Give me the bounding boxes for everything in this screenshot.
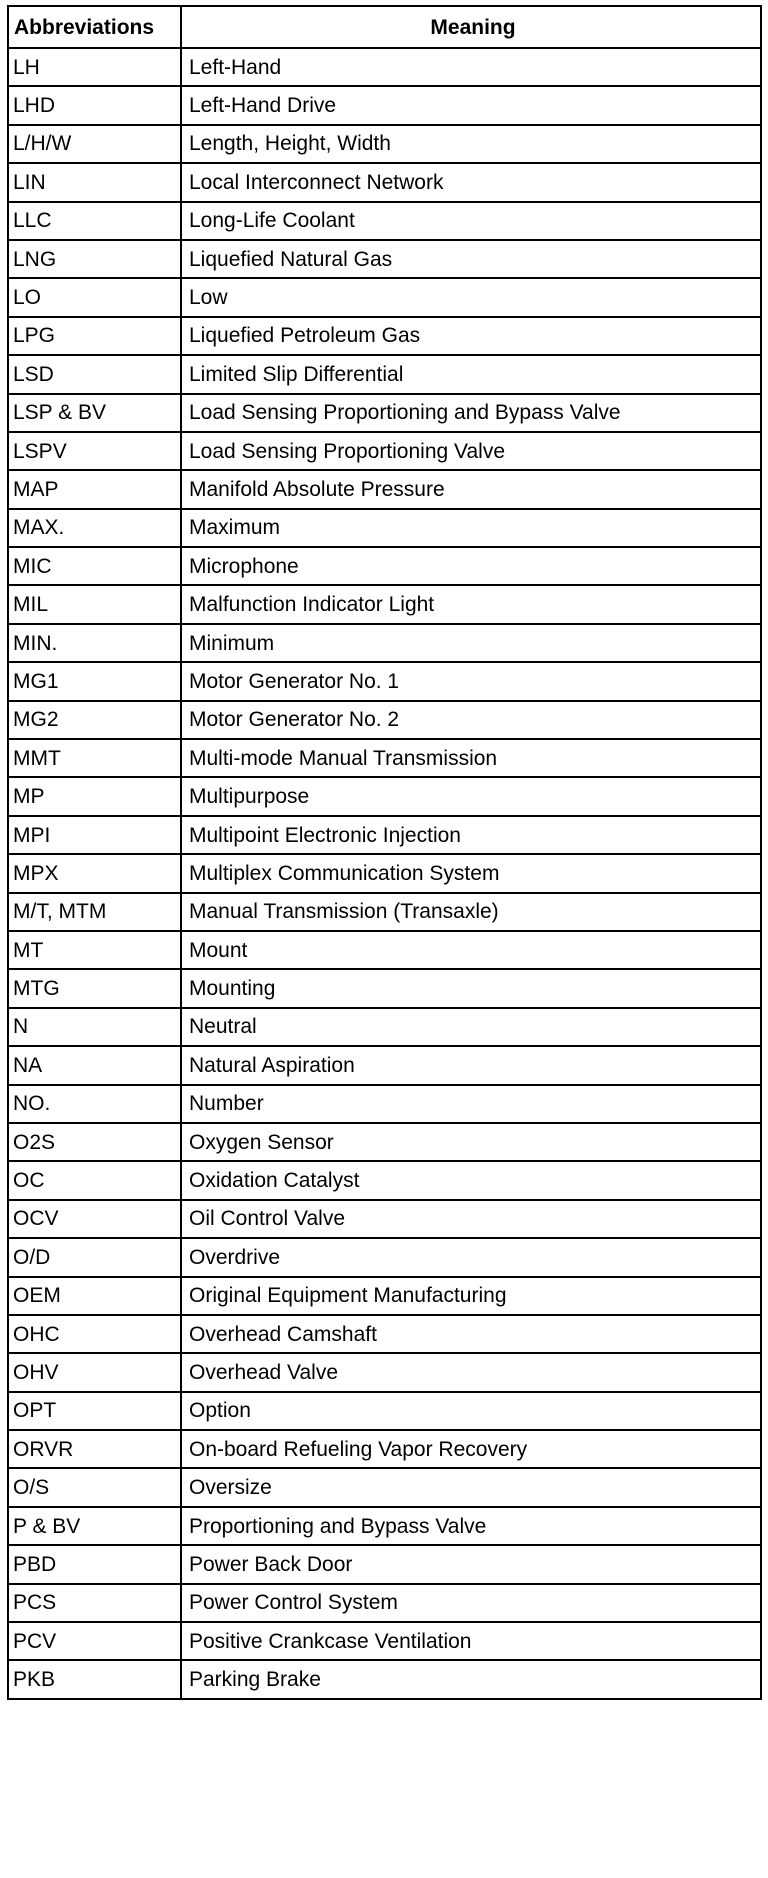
table-body xyxy=(8,48,761,1699)
meaning-cell: Left-Hand Drive xyxy=(181,86,761,124)
meaning-cell: Positive Crankcase Ventilation xyxy=(181,1622,761,1660)
abbreviation-cell: LNG xyxy=(8,240,181,278)
abbreviation-cell: PCS xyxy=(8,1584,181,1622)
table-row xyxy=(8,1046,761,1084)
table-row xyxy=(8,278,761,316)
abbreviation-cell: NO. xyxy=(8,1085,181,1123)
meaning-cell: Multi-mode Manual Transmission xyxy=(181,739,761,777)
abbreviation-cell: MAP xyxy=(8,470,181,508)
table-row xyxy=(8,1507,761,1545)
meaning-cell: Oxidation Catalyst xyxy=(181,1161,761,1199)
table-row xyxy=(8,470,761,508)
meaning-cell: Load Sensing Proportioning and Bypass Valve xyxy=(181,394,761,432)
abbreviation-cell: LLC xyxy=(8,202,181,240)
meaning-cell: Power Back Door xyxy=(181,1545,761,1583)
abbreviation-cell: OCV xyxy=(8,1200,181,1238)
table-row xyxy=(8,701,761,739)
abbreviation-cell: MPI xyxy=(8,816,181,854)
meaning-cell: Overdrive xyxy=(181,1238,761,1276)
abbreviation-cell: MMT xyxy=(8,739,181,777)
table-row xyxy=(8,931,761,969)
abbreviation-cell: LIN xyxy=(8,163,181,201)
table-row xyxy=(8,432,761,470)
abbreviation-cell: NA xyxy=(8,1046,181,1084)
meaning-cell: Mounting xyxy=(181,969,761,1007)
table-row xyxy=(8,202,761,240)
table-row xyxy=(8,1008,761,1046)
table-row xyxy=(8,240,761,278)
table-row xyxy=(8,355,761,393)
abbreviations-table xyxy=(7,5,762,1700)
abbreviation-cell: LSPV xyxy=(8,432,181,470)
table-row xyxy=(8,624,761,662)
table-row xyxy=(8,585,761,623)
abbreviation-cell: PCV xyxy=(8,1622,181,1660)
abbreviation-cell: LHD xyxy=(8,86,181,124)
meaning-cell: Proportioning and Bypass Valve xyxy=(181,1507,761,1545)
header-row xyxy=(8,6,761,48)
table-row xyxy=(8,662,761,700)
meaning-cell: Original Equipment Manufacturing xyxy=(181,1277,761,1315)
table-row xyxy=(8,1085,761,1123)
column-header-abbreviations: Abbreviations xyxy=(8,6,181,48)
table-row xyxy=(8,125,761,163)
meaning-cell: Power Control System xyxy=(181,1584,761,1622)
table-row xyxy=(8,1584,761,1622)
abbreviation-cell: MPX xyxy=(8,854,181,892)
meaning-cell: Overhead Valve xyxy=(181,1353,761,1391)
meaning-cell: Length, Height, Width xyxy=(181,125,761,163)
meaning-cell: Liquefied Petroleum Gas xyxy=(181,317,761,355)
meaning-cell: Local Interconnect Network xyxy=(181,163,761,201)
meaning-cell: Parking Brake xyxy=(181,1660,761,1698)
abbreviation-cell: L/H/W xyxy=(8,125,181,163)
table-row xyxy=(8,86,761,124)
abbreviation-cell: N xyxy=(8,1008,181,1046)
meaning-cell: Oversize xyxy=(181,1468,761,1506)
abbreviation-cell: MIC xyxy=(8,547,181,585)
meaning-cell: Minimum xyxy=(181,624,761,662)
table-row xyxy=(8,1200,761,1238)
meaning-cell: Left-Hand xyxy=(181,48,761,86)
table-row xyxy=(8,893,761,931)
table-row xyxy=(8,777,761,815)
abbreviation-cell: MIN. xyxy=(8,624,181,662)
table-row xyxy=(8,509,761,547)
table-row xyxy=(8,1622,761,1660)
abbreviation-cell: MTG xyxy=(8,969,181,1007)
meaning-cell: Long-Life Coolant xyxy=(181,202,761,240)
meaning-cell: Neutral xyxy=(181,1008,761,1046)
column-header-meaning: Meaning xyxy=(181,6,761,48)
meaning-cell: Manifold Absolute Pressure xyxy=(181,470,761,508)
meaning-cell: Load Sensing Proportioning Valve xyxy=(181,432,761,470)
meaning-cell: Multipurpose xyxy=(181,777,761,815)
abbreviation-cell: OPT xyxy=(8,1392,181,1430)
table-row xyxy=(8,1430,761,1468)
table-row xyxy=(8,1545,761,1583)
abbreviation-cell: LSP & BV xyxy=(8,394,181,432)
abbreviation-cell: LPG xyxy=(8,317,181,355)
abbreviation-cell: P & BV xyxy=(8,1507,181,1545)
meaning-cell: Maximum xyxy=(181,509,761,547)
meaning-cell: Oil Control Valve xyxy=(181,1200,761,1238)
meaning-cell: Mount xyxy=(181,931,761,969)
abbreviation-cell: LO xyxy=(8,278,181,316)
abbreviation-cell: O/D xyxy=(8,1238,181,1276)
table-row xyxy=(8,317,761,355)
abbreviation-cell: OHC xyxy=(8,1315,181,1353)
abbreviation-cell: PKB xyxy=(8,1660,181,1698)
meaning-cell: Multipoint Electronic Injection xyxy=(181,816,761,854)
table-row xyxy=(8,1468,761,1506)
meaning-cell: Motor Generator No. 2 xyxy=(181,701,761,739)
meaning-cell: Multiplex Communication System xyxy=(181,854,761,892)
abbreviation-cell: MAX. xyxy=(8,509,181,547)
abbreviation-cell: LH xyxy=(8,48,181,86)
meaning-cell: Limited Slip Differential xyxy=(181,355,761,393)
meaning-cell: On-board Refueling Vapor Recovery xyxy=(181,1430,761,1468)
table-row xyxy=(8,1161,761,1199)
table-row xyxy=(8,1392,761,1430)
abbreviation-cell: PBD xyxy=(8,1545,181,1583)
table-row xyxy=(8,1353,761,1391)
meaning-cell: Natural Aspiration xyxy=(181,1046,761,1084)
abbreviation-cell: M/T, MTM xyxy=(8,893,181,931)
meaning-cell: Manual Transmission (Transaxle) xyxy=(181,893,761,931)
meaning-cell: Motor Generator No. 1 xyxy=(181,662,761,700)
meaning-cell: Microphone xyxy=(181,547,761,585)
abbreviation-cell: MP xyxy=(8,777,181,815)
abbreviation-cell: MIL xyxy=(8,585,181,623)
table-row xyxy=(8,1660,761,1698)
table-header xyxy=(8,6,761,48)
abbreviations-table-container xyxy=(7,5,762,1700)
meaning-cell: Option xyxy=(181,1392,761,1430)
abbreviation-cell: ORVR xyxy=(8,1430,181,1468)
table-row xyxy=(8,816,761,854)
abbreviation-cell: LSD xyxy=(8,355,181,393)
table-row xyxy=(8,1123,761,1161)
abbreviation-cell: OC xyxy=(8,1161,181,1199)
table-row xyxy=(8,739,761,777)
abbreviation-cell: O/S xyxy=(8,1468,181,1506)
table-row xyxy=(8,854,761,892)
abbreviation-cell: OEM xyxy=(8,1277,181,1315)
meaning-cell: Malfunction Indicator Light xyxy=(181,585,761,623)
meaning-cell: Oxygen Sensor xyxy=(181,1123,761,1161)
abbreviation-cell: MT xyxy=(8,931,181,969)
table-row xyxy=(8,1277,761,1315)
meaning-cell: Overhead Camshaft xyxy=(181,1315,761,1353)
abbreviation-cell: MG2 xyxy=(8,701,181,739)
table-row xyxy=(8,969,761,1007)
meaning-cell: Number xyxy=(181,1085,761,1123)
abbreviation-cell: OHV xyxy=(8,1353,181,1391)
table-row xyxy=(8,547,761,585)
abbreviation-cell: O2S xyxy=(8,1123,181,1161)
table-row xyxy=(8,163,761,201)
abbreviation-cell: MG1 xyxy=(8,662,181,700)
meaning-cell: Low xyxy=(181,278,761,316)
meaning-cell: Liquefied Natural Gas xyxy=(181,240,761,278)
table-row xyxy=(8,394,761,432)
table-row xyxy=(8,48,761,86)
table-row xyxy=(8,1315,761,1353)
table-row xyxy=(8,1238,761,1276)
